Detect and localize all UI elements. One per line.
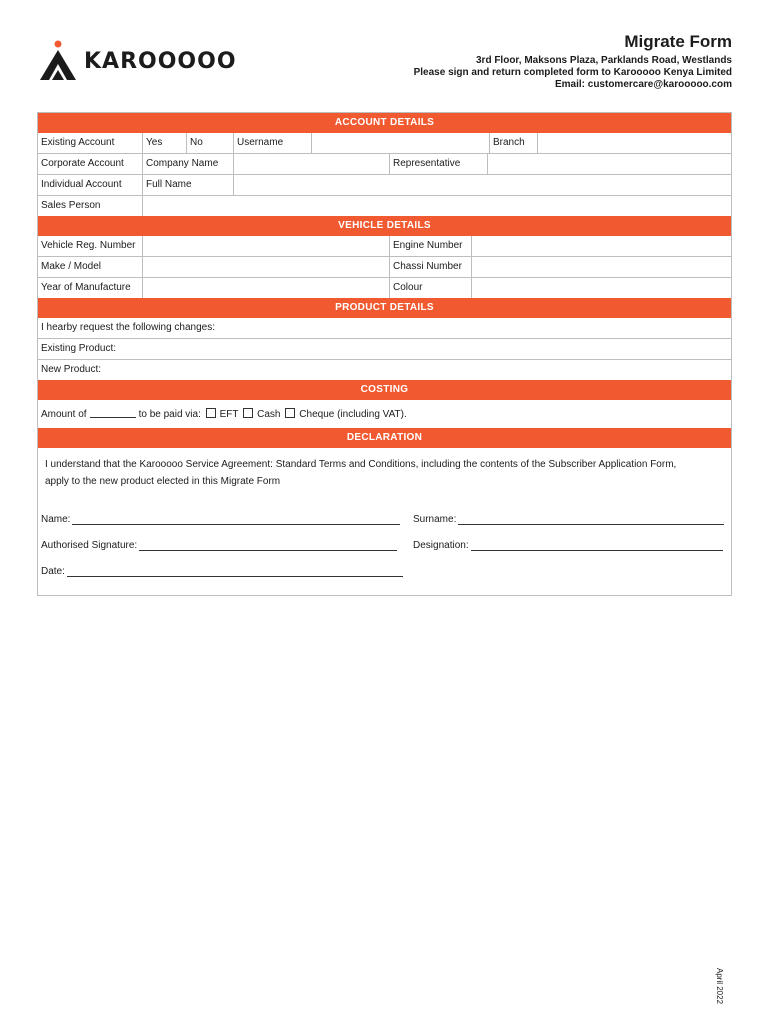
brand-logo bbox=[38, 40, 237, 82]
yes-option[interactable]: Yes bbox=[143, 133, 187, 153]
year-label: Year of Manufacture bbox=[38, 278, 143, 298]
individual-account-label: Individual Account bbox=[38, 175, 143, 195]
vehicle-reg-label: Vehicle Reg. Number bbox=[38, 236, 143, 256]
branch-field[interactable] bbox=[538, 133, 731, 153]
date-line[interactable] bbox=[67, 566, 403, 577]
vehicle-reg-row bbox=[38, 236, 731, 256]
engine-number-label: Engine Number bbox=[390, 236, 472, 256]
amount-of-label: Amount of bbox=[41, 409, 87, 420]
sales-person-field[interactable] bbox=[143, 196, 731, 216]
costing-heading: COSTING bbox=[38, 380, 731, 400]
cash-label: Cash bbox=[257, 409, 281, 420]
cheque-checkbox[interactable] bbox=[285, 408, 295, 418]
company-name-field[interactable] bbox=[234, 154, 390, 174]
new-product-row[interactable] bbox=[38, 359, 731, 380]
vehicle-details-heading: VEHICLE DETAILS bbox=[38, 216, 731, 236]
sales-person-label: Sales Person bbox=[38, 196, 143, 216]
name-line[interactable] bbox=[72, 514, 400, 525]
existing-account-label: Existing Account bbox=[38, 133, 143, 153]
year-row bbox=[38, 277, 731, 298]
branch-label: Branch bbox=[490, 133, 538, 153]
name-signature-line[interactable] bbox=[41, 514, 400, 525]
existing-product-row[interactable] bbox=[38, 338, 731, 359]
surname-signature-line[interactable] bbox=[413, 514, 724, 525]
declaration-section bbox=[38, 448, 731, 595]
cash-checkbox[interactable] bbox=[243, 408, 253, 418]
designation-line[interactable] bbox=[471, 540, 723, 551]
surname-label: Surname: bbox=[413, 514, 457, 525]
username-label: Username bbox=[234, 133, 312, 153]
chassi-number-label: Chassi Number bbox=[390, 257, 472, 277]
make-model-field[interactable] bbox=[143, 257, 390, 277]
full-name-label: Full Name bbox=[143, 175, 234, 195]
corporate-account-label: Corporate Account bbox=[38, 154, 143, 174]
individual-account-row bbox=[38, 174, 731, 195]
existing-product-label: Existing Product: bbox=[41, 343, 117, 354]
surname-line[interactable] bbox=[458, 514, 724, 525]
designation-label: Designation: bbox=[413, 540, 469, 551]
company-address: 3rd Floor, Maksons Plaza, Parklands Road, Westlands bbox=[475, 55, 732, 66]
account-details-heading: ACCOUNT DETAILS bbox=[38, 113, 731, 133]
chassi-number-field[interactable] bbox=[472, 257, 731, 277]
engine-number-field[interactable] bbox=[472, 236, 731, 256]
signature-line[interactable] bbox=[139, 540, 397, 551]
amount-field[interactable] bbox=[90, 407, 136, 418]
authorised-signature-line[interactable] bbox=[41, 540, 397, 551]
karooooo-logo-icon bbox=[38, 40, 78, 82]
paid-via-label: to be paid via: bbox=[138, 409, 201, 420]
make-model-row bbox=[38, 256, 731, 277]
name-label: Name: bbox=[41, 514, 71, 525]
username-field[interactable] bbox=[312, 133, 490, 153]
migrate-form bbox=[37, 112, 732, 596]
full-name-field[interactable] bbox=[234, 175, 731, 195]
declaration-heading: DECLARATION bbox=[38, 428, 731, 448]
return-instruction: Please sign and return completed form to Karooooo Kenya Limited bbox=[413, 67, 732, 78]
vehicle-reg-field[interactable] bbox=[143, 236, 390, 256]
no-option[interactable]: No bbox=[187, 133, 234, 153]
representative-label: Representative bbox=[390, 154, 488, 174]
eft-label: EFT bbox=[219, 409, 239, 420]
brand-name: KAROOOOO bbox=[84, 48, 237, 74]
signature-label: Authorised Signature: bbox=[41, 540, 138, 551]
declaration-text bbox=[45, 456, 725, 490]
make-model-label: Make / Model bbox=[38, 257, 143, 277]
corporate-account-row bbox=[38, 153, 731, 174]
year-field[interactable] bbox=[143, 278, 390, 298]
form-header bbox=[414, 32, 732, 91]
company-name-label: Company Name bbox=[143, 154, 234, 174]
colour-label: Colour bbox=[390, 278, 472, 298]
costing-text bbox=[38, 400, 407, 428]
sales-person-row bbox=[38, 195, 731, 216]
new-product-label: New Product: bbox=[41, 364, 102, 375]
existing-account-row bbox=[38, 133, 731, 153]
change-request-text: I hearby request the following changes: bbox=[41, 322, 215, 333]
version-label: April 2022 bbox=[715, 968, 724, 1005]
designation-signature-line[interactable] bbox=[413, 540, 723, 551]
product-details-heading: PRODUCT DETAILS bbox=[38, 298, 731, 318]
date-label: Date: bbox=[41, 566, 65, 577]
date-signature-line[interactable] bbox=[41, 566, 403, 577]
cheque-label: Cheque (including VAT). bbox=[299, 409, 407, 420]
eft-checkbox[interactable] bbox=[206, 408, 216, 418]
declaration-line-2: apply to the new product elected in this Migrate Form bbox=[45, 476, 281, 487]
change-request-row bbox=[38, 318, 731, 338]
declaration-line-1: I understand that the Karooooo Service Agreement: Standard Terms and Conditions, including the contents of the Subscriber Application Form, bbox=[45, 459, 677, 470]
contact-email: Email: customercare@karooooo.com bbox=[554, 79, 732, 90]
costing-row bbox=[38, 400, 731, 428]
form-title: Migrate Form bbox=[624, 32, 732, 51]
representative-field[interactable] bbox=[488, 154, 731, 174]
colour-field[interactable] bbox=[472, 278, 731, 298]
